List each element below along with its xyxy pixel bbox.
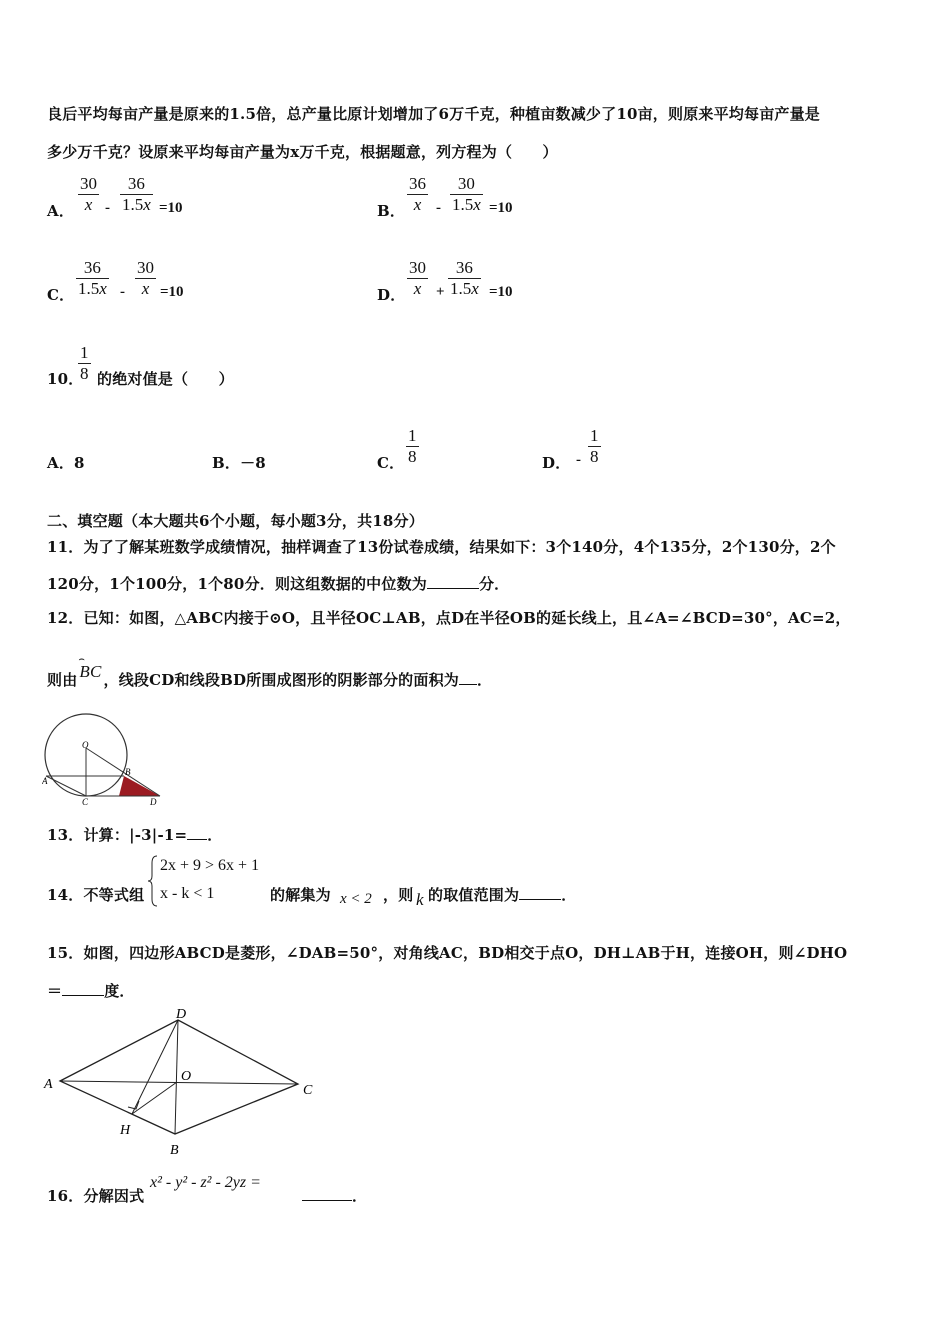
q9-d-frac1: $\frac{30}{x}$ bbox=[409, 258, 426, 298]
section2-title: 二、填空题（本大题共6个小题，每小题3分，共18分） bbox=[47, 512, 424, 530]
q14-mid: 的解集为 bbox=[270, 886, 331, 904]
q14-brace bbox=[148, 855, 158, 907]
q14-answer-blank[interactable] bbox=[519, 885, 561, 900]
q9-line1: 良后平均每亩产量是原来的1.5倍，总产量比原计划增加了6万千克，种植亩数减少了10亩，则原来平均每亩产量是 bbox=[47, 105, 821, 123]
q9-line2: 多少万千克？设原来平均每亩产量为x万千克，根据题意，列方程为（ ） bbox=[47, 143, 558, 161]
q9-c-frac1: $\frac{36}{1.5x}$ bbox=[78, 258, 107, 298]
q10-option-c-label: C． bbox=[377, 454, 405, 472]
q10-number: 10． bbox=[47, 370, 84, 388]
q14-mid2: ，则 bbox=[383, 886, 414, 904]
q16-answer-blank[interactable] bbox=[302, 1186, 352, 1201]
q15-figure bbox=[40, 1008, 325, 1160]
q10-option-c-fraction: $\frac{1}{8}$ bbox=[408, 426, 417, 466]
q16-expression: x² - y² - z² - 2yz = bbox=[150, 1174, 261, 1191]
q11-line1: 11．为了了解某班数学成绩情况，抽样调查了13份试卷成绩，结果如下：3个140分，4个135分，2个130分，2个 bbox=[47, 538, 836, 556]
diagonal-ac bbox=[60, 1081, 298, 1084]
q11-answer-blank[interactable] bbox=[427, 574, 479, 589]
label-o: O bbox=[181, 1069, 192, 1084]
q9-c-rhs: =10 bbox=[160, 284, 184, 300]
q9-a-frac1: $\frac{30}{x}$ bbox=[80, 174, 97, 214]
q9-b-frac1: $\frac{36}{x}$ bbox=[409, 174, 426, 214]
q9-b-op: - bbox=[436, 200, 441, 216]
q15-line2: ＝ 度． bbox=[47, 982, 135, 1000]
q14-end: 的取值范围为 ． bbox=[428, 886, 577, 904]
q9-option-d-label: D． bbox=[377, 286, 406, 304]
label-b: B bbox=[125, 767, 131, 777]
label-b: B bbox=[170, 1143, 179, 1158]
q12-line2: 则由 ⌢ BC ，线段CD和线段BD所围成图形的阴影部分的面积为 ． bbox=[47, 654, 493, 689]
q14-inequality-2: x - k < 1 bbox=[160, 885, 215, 902]
q12-figure bbox=[42, 712, 167, 807]
label-c: C bbox=[303, 1083, 313, 1098]
q9-c-op: - bbox=[120, 284, 125, 300]
q12-arc-bc: ⌢ BC bbox=[78, 654, 102, 681]
q14-var-k: k bbox=[416, 890, 424, 909]
q9-option-c-label: C． bbox=[47, 286, 75, 304]
q16-prefix: 16．分解因式 bbox=[47, 1187, 145, 1205]
q10-option-d-sign: - bbox=[576, 452, 581, 468]
q10-option-a: A．8 bbox=[47, 454, 85, 472]
q9-option-a-label: A． bbox=[47, 202, 75, 220]
q9-option-b-label: B． bbox=[377, 202, 406, 220]
label-a: A bbox=[44, 1077, 53, 1092]
q12-line1: 12．已知：如图，△ABC内接于⊙O，且半径OC⊥AB，点D在半径OB的延长线上，且∠A=∠BCD=30°，AC=2， bbox=[47, 609, 851, 627]
q9-d-frac2: $\frac{36}{1.5x}$ bbox=[450, 258, 479, 298]
q14-solution: x < 2 bbox=[340, 891, 372, 907]
segment-ac bbox=[46, 776, 86, 796]
q15-answer-blank[interactable] bbox=[62, 981, 104, 996]
q9-d-rhs: =10 bbox=[489, 284, 513, 300]
diagonal-bd bbox=[175, 1020, 178, 1134]
q16-end: ． bbox=[302, 1185, 367, 1206]
q14-inequality-1: 2x + 9 > 6x + 1 bbox=[160, 857, 260, 874]
q9-a-rhs: =10 bbox=[159, 200, 183, 216]
q11-line2: 120分，1个100分，1个80分．则这组数据的中位数为 分． bbox=[47, 575, 510, 593]
q10-option-d-fraction: $\frac{1}{8}$ bbox=[590, 426, 599, 466]
q13-text: 13．计算：|-3|-1= ． bbox=[47, 826, 223, 844]
q9-b-rhs: =10 bbox=[489, 200, 513, 216]
shaded-region bbox=[119, 776, 160, 796]
q15-line1: 15．如图，四边形ABCD是菱形，∠DAB=50°，对角线AC，BD相交于点O，DH⊥AB于H，连接OH，则∠DHO bbox=[47, 944, 848, 962]
label-a: A bbox=[42, 776, 48, 786]
segment-oh bbox=[132, 1082, 177, 1114]
q13-answer-blank[interactable] bbox=[187, 825, 207, 840]
label-d: D bbox=[176, 1008, 187, 1022]
rhombus-abcd bbox=[60, 1020, 298, 1134]
q12-answer-blank[interactable] bbox=[459, 670, 477, 685]
q9-c-frac2: $\frac{30}{x}$ bbox=[137, 258, 154, 298]
q10-fraction: $\frac{1}{8}$ bbox=[80, 343, 89, 383]
q10-option-d-label: D． bbox=[542, 454, 571, 472]
label-d: D bbox=[150, 797, 157, 807]
label-o: O bbox=[82, 740, 89, 750]
q10-text: 的绝对值是（ ） bbox=[97, 370, 234, 388]
q9-b-frac2: $\frac{30}{1.5x}$ bbox=[452, 174, 481, 214]
label-h: H bbox=[120, 1123, 131, 1138]
q9-d-op: + bbox=[436, 284, 445, 300]
q9-a-op: - bbox=[105, 200, 110, 216]
q9-a-frac2: $\frac{36}{1.5x}$ bbox=[122, 174, 151, 214]
segment-dh bbox=[132, 1020, 178, 1114]
q10-option-b: B．－8 bbox=[212, 454, 266, 472]
label-c: C bbox=[82, 797, 89, 807]
q14-prefix: 14．不等式组 bbox=[47, 886, 145, 904]
